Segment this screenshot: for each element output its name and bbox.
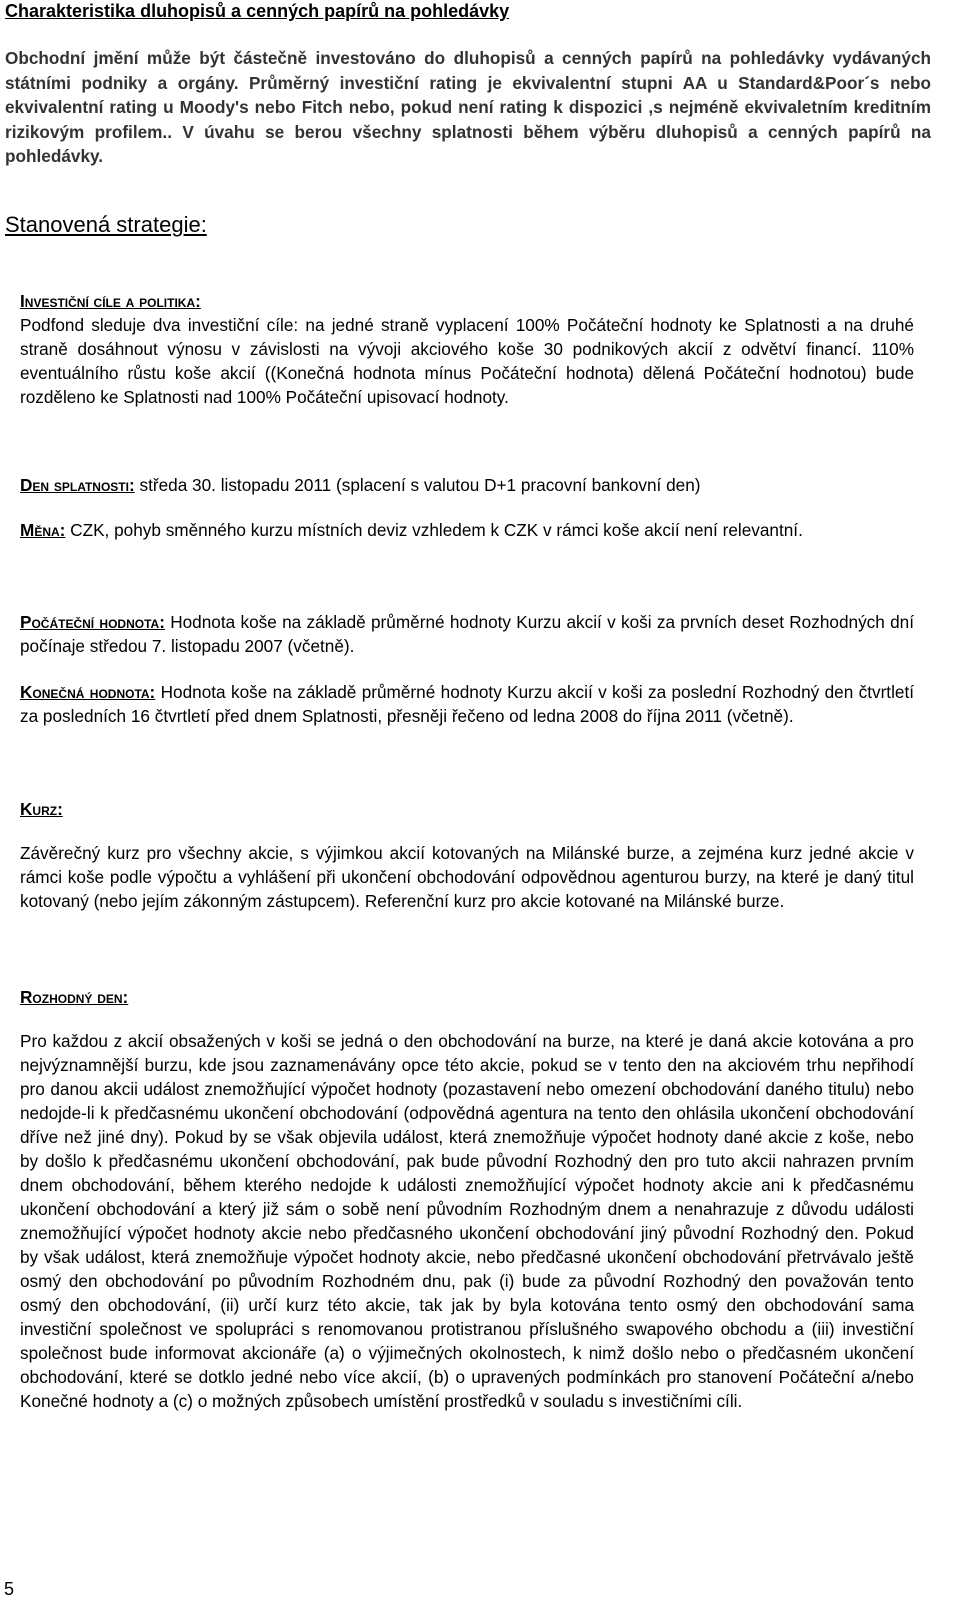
final-value-text: Hodnota koše na základě průměrné hodnoty Kurzu akcií v koši za poslední Rozhodný den čtvrtletí za posledních 16 čtvrtletí před dnem Splatnosti, přesněji řečeno od ledna 2008 do října 2011 (včetně). [20, 682, 915, 726]
decision-day-label: Rozhodný den: [20, 987, 129, 1007]
maturity-date-label: Den splatnosti: [20, 475, 135, 495]
section-currency [20, 518, 914, 542]
section-rate [20, 797, 914, 913]
section-initial-value [20, 610, 914, 658]
section-maturity-date [20, 473, 914, 497]
strategy-heading: Stanovená strategie: [5, 212, 207, 237]
intro-paragraph: Obchodní jmění může být částečně investováno do dluhopisů a cenných papírů na pohledávky vydávaných státními podniky a orgány. Průměrný investiční rating je ekvivalentní stupni AA u Standard&Poor´s nebo ekvivalentní rating u Moody's nebo Fitch nebo, pokud není rating k dispozici ,s nejméně ekvivaletním kreditním rizikovým profilem.. V úvahu se berou všechny splatnosti během výběru dluhopisů a cenných papírů na pohledávky. [5, 48, 931, 166]
section-final-value [20, 680, 914, 728]
currency-text: CZK, pohyb směnného kurzu místních deviz vzhledem k CZK v rámci koše akcií není relevantní. [65, 520, 803, 540]
currency-label: Měna: [20, 520, 66, 540]
final-value-label: Konečná hodnota: [20, 682, 156, 702]
section-investment-goals [20, 289, 914, 409]
page-heading: Charakteristika dluhopisů a cenných papírů na pohledávky [5, 1, 510, 21]
initial-value-label: Počáteční hodnota: [20, 612, 165, 632]
decision-day-text: Pro každou z akcií obsažených v koši se jedná o den obchodování na burze, na které je daná akcie kotována a pro nejvýznamnější burzu, kde jsou zaznamenávány opce této akcie, pokud se v tento den na akciovém trhu nepřihodí pro danou akcii událost znemožňující výpočet hodnoty (pozastavení nebo omezení obchodování daného titulu) nebo nedojde-li k předčasnému ukončení obchodování (odpovědná agentura na tento den ohlásila ukončení obchodování dříve než jiné dny). Pokud by se však objevila událost, která znemožňuje výpočet hodnoty dané akcie z koše, nebo by došlo k předčasnému ukončení obchodování, pak bude původní Rozhodný den pro tuto akcii nahrazen prvním dnem obchodování, během kterého nedojde k události znemožňující výpočet hodnoty akcie ani k předčasnému ukončení obchodování a který již sám o sobě není původním Rozhodným dnem a nenahrazuje z důvodu události znemožňující výpočet hodnoty akcie nebo předčasného ukončení obchodování jiný původní Rozhodný den. Pokud by však událost, která znemožňuje výpočet hodnoty akcie, nebo předčasné ukončení obchodování přetrvávalo ještě osmý den obchodování po původním Rozhodném dnu, pak (i) bude za původní Rozhodný den považován tento osmý den obchodování, (ii) určí kurz této akcie, tak jak by byla kotována tento osmý den obchodování sama investiční společnost ve spolupráci s renomovanou protistranou příslušného swapového obchodu a (iii) investiční společnost bude informovat akcionáře (a) o výjimečných okolnostech, k nimž došlo nebo o předčasném ukončení obchodování, které se dotklo jedné nebo více akcií, (b) o upravených podmínkách pro stanovení Počáteční a/nebo Konečné hodnoty a (c) o možných způsobech umístění prostředků v souladu s investičními cíli. [20, 1031, 914, 1411]
rate-text: Závěrečný kurz pro všechny akcie, s výjimkou akcií kotovaných na Milánské burze, a zejména kurz jedné akcie v rámci koše podle výpočtu a vyhlášení při ukončení obchodování odpovědnou agenturou burzy, na které je daný titul kotovaný (nebo jejím zákonným zástupcem). Referenční kurz pro akcie kotované na Milánské burze. [20, 843, 914, 911]
investment-goals-text: Podfond sleduje dva investiční cíle: na jedné straně vyplacení 100% Počáteční hodnoty ke Splatnosti a na druhé straně dosáhnout výnosu v závislosti na vývoji akciového koše 30 podnikových akcií z odvětví financí. 110% eventuálního růstu koše akcií ((Konečná hodnota mínus Počáteční hodnota) dělená Počáteční hodnotou) bude rozděleno ke Splatnosti nad 100% Počáteční upisovací hodnoty. [20, 315, 914, 407]
page-number: 5 [4, 1579, 15, 1599]
investment-goals-label: Investiční cíle a politika: [20, 291, 201, 311]
section-decision-day [20, 985, 914, 1413]
maturity-date-text: středa 30. listopadu 2011 (splacení s valutou D+1 pracovní bankovní den) [134, 475, 701, 495]
rate-label: Kurz: [20, 799, 63, 819]
initial-value-text: Hodnota koše na základě průměrné hodnoty Kurzu akcií v koši za prvních deset Rozhodných dní počínaje středou 7. listopadu 2007 (včetně). [20, 612, 914, 656]
